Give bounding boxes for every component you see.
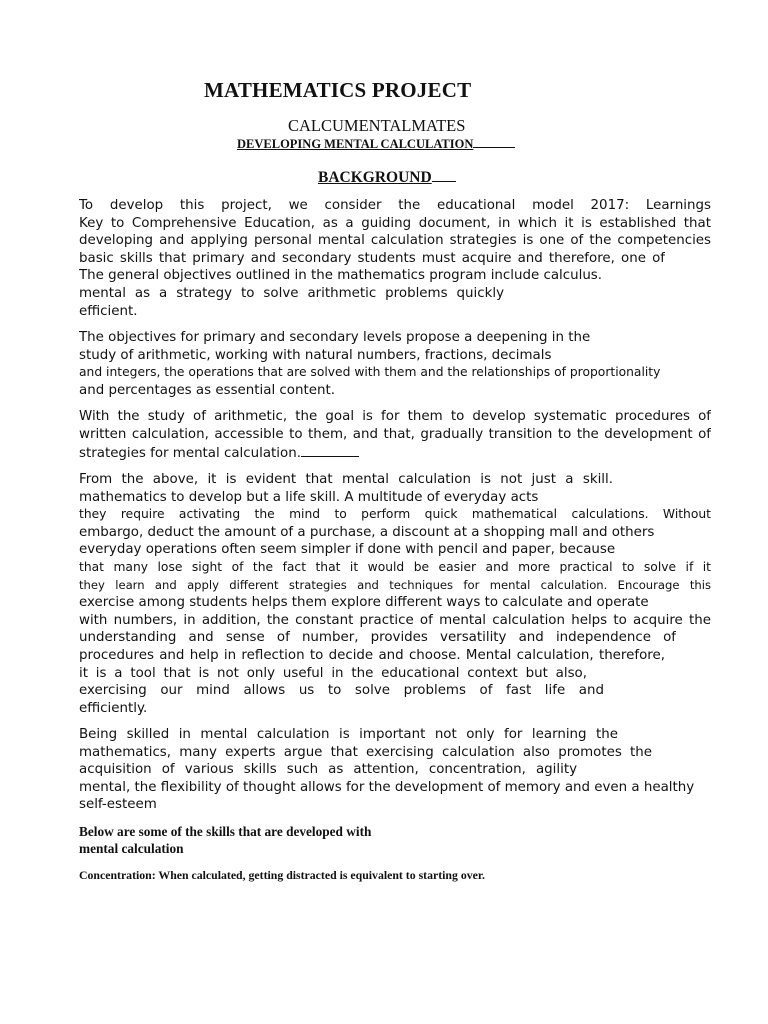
underline-gap [432, 167, 456, 182]
text-line: mathematics, many experts argue that exercising calculation also promotes the [79, 744, 652, 760]
paragraph-5 [79, 726, 711, 814]
text-line: understanding and sense of number, provides versatility and independence of [79, 630, 676, 646]
page-title: MATHEMATICS PROJECT [204, 78, 472, 102]
text-line: procedures and help in reflection to decide and choose. Mental calculation, therefore, [79, 647, 665, 663]
skills-intro [79, 823, 371, 857]
underline-gap [301, 443, 359, 457]
text-line: basic skills that primary and secondary students must acquire and therefore, one of [79, 250, 665, 266]
text-line: written calculation, accessible to them, and that, gradually transition to the development of [79, 426, 711, 442]
section-heading-text: BACKGROUND [318, 169, 432, 186]
text-line: it is a tool that is not only useful in the educational context but also, [79, 665, 587, 681]
text-line: acquisition of various skills such as attention, concentration, agility [79, 762, 577, 778]
text-line: Being skilled in mental calculation is important not only for learning the [79, 727, 618, 742]
text-line-content: strategies for mental calculation. [79, 446, 301, 461]
text-line: and integers, the operations that are solved with them and the relationships of proportionality [79, 365, 661, 380]
text-line: The objectives for primary and secondary levels propose a deepening in the [79, 330, 591, 345]
text-line: mental as a strategy to solve arithmetic problems quickly [79, 285, 504, 301]
paragraph-2 [79, 329, 711, 399]
project-subheading [237, 135, 515, 152]
text-line: that many lose sight of the fact that it would be easier and more practical to solve if it [79, 559, 711, 574]
text-line: they learn and apply different strategies and techniques for mental calculation. Encourage this [79, 577, 711, 592]
text-line: From the above, it is evident that mental calculation is not just a skill. [79, 472, 613, 487]
text-line: mental, the flexibility of thought allows for the development of memory and even a healthy [79, 779, 695, 795]
text-line: With the study of arithmetic, the goal is for them to develop systematic procedures of [79, 409, 711, 424]
text-line: The general objectives outlined in the mathematics program include calculus. [79, 268, 603, 284]
text-line: mental calculation [79, 841, 184, 856]
paragraph-1 [79, 197, 711, 320]
underline-gap [473, 135, 515, 148]
text-line: and percentages as essential content. [79, 382, 335, 398]
text-line: To develop this project, we consider the educational model 2017: Learnings [79, 198, 711, 213]
concentration-note: Concentration: When calculated, getting distracted is equivalent to starting over. [79, 868, 485, 882]
text-line: mathematics to develop but a life skill. A multitude of everyday acts [79, 489, 539, 505]
text-line: study of arithmetic, working with natural numbers, fractions, decimals [79, 347, 552, 363]
text-line: developing and applying personal mental calculation strategies is one of the competencies [79, 233, 711, 249]
text-line: everyday operations often seem simpler if done with pencil and paper, because [79, 542, 616, 558]
project-subheading-text: DEVELOPING MENTAL CALCULATION [237, 137, 474, 151]
section-heading-background [318, 167, 456, 187]
text-line: self-esteem [79, 797, 157, 813]
text-line: Key to Comprehensive Education, as a guiding document, in which it is established that [79, 215, 711, 231]
text-line: efficiently. [79, 700, 148, 716]
text-line: they require activating the mind to perform quick mathematical calculations. Without [79, 507, 711, 522]
text-line: Below are some of the skills that are developed with [79, 824, 372, 839]
paragraph-3 [79, 408, 711, 461]
paragraph-4 [79, 471, 711, 717]
text-line [79, 443, 711, 461]
text-line: efficient. [79, 303, 138, 319]
text-line: exercising our mind allows us to solve problems of fast life and [79, 683, 604, 699]
text-line: exercise among students helps them explore different ways to calculate and operate [79, 595, 649, 611]
project-subtitle: CALCUMENTALMATES [288, 116, 466, 135]
text-line: embargo, deduct the amount of a purchase, a discount at a shopping mall and others [79, 524, 655, 540]
text-line: with numbers, in addition, the constant practice of mental calculation helps to acquire the [79, 612, 711, 628]
